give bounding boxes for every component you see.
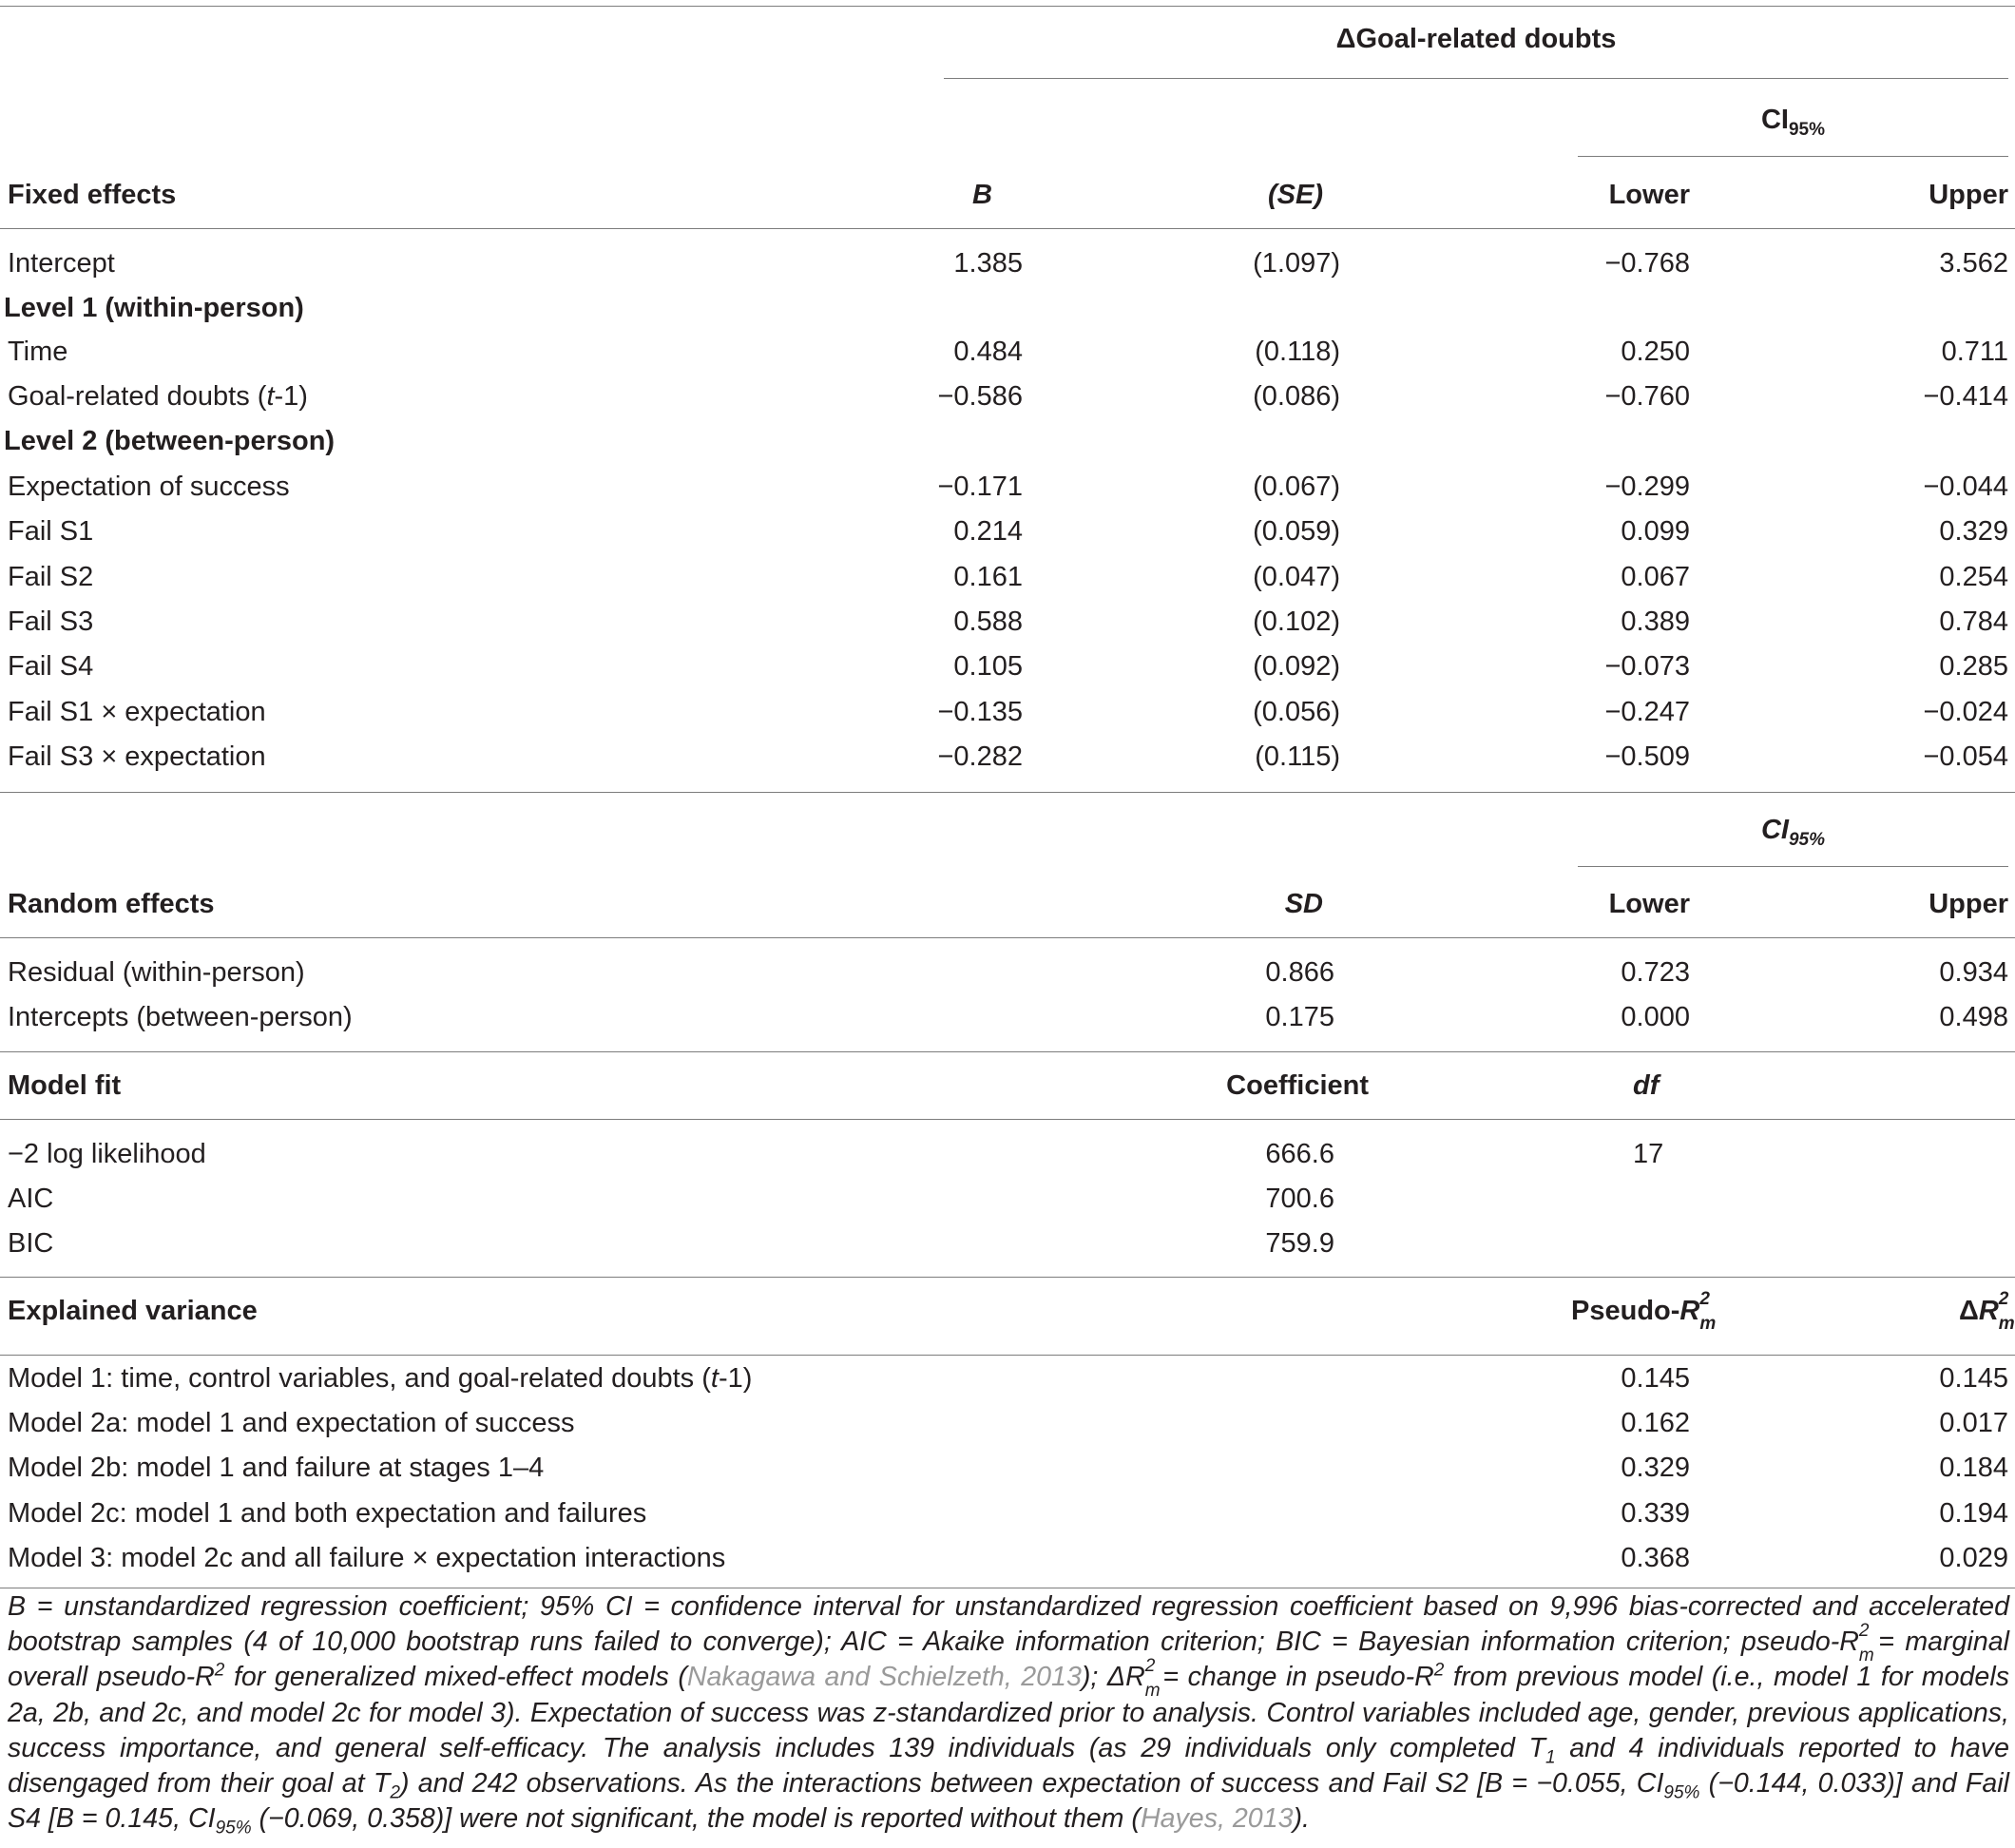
sd-value: 0.866 xyxy=(1265,957,1334,988)
citation-link[interactable]: Hayes, 2013 xyxy=(1140,1803,1294,1835)
pseudo-value: 0.329 xyxy=(1621,1453,1690,1483)
col-lower: Lower xyxy=(1608,889,1690,919)
delta-value: 0.145 xyxy=(1939,1363,2008,1394)
col-sd: SD xyxy=(1284,889,1323,919)
model-fit-heading: Model fit xyxy=(8,1070,122,1101)
random-ci-heading: $CI_{95\%}$ xyxy=(1760,815,1826,850)
se-value: (1.097) xyxy=(1253,248,1340,279)
se-value: (0.092) xyxy=(1253,651,1340,682)
b-value: −0.171 xyxy=(937,472,1023,502)
sd-value: 0.175 xyxy=(1265,1002,1334,1032)
upper-value: 0.711 xyxy=(1941,337,2008,367)
row-label: Goal-related doubts (t-1) xyxy=(8,381,308,412)
random-effects-heading: Random effects xyxy=(8,889,215,919)
upper-value: 0.254 xyxy=(1939,562,2008,592)
dv-label: Goal-related doubts xyxy=(1355,24,1617,54)
fit-header-rule xyxy=(0,1119,2015,1120)
lower-value: −0.247 xyxy=(1604,697,1690,727)
fixed-header-rule xyxy=(0,228,2015,229)
row-label: Model 2b: model 1 and failure at stages 1–4 xyxy=(8,1453,545,1483)
delta-value: 0.194 xyxy=(1939,1498,2008,1529)
random-header-rule xyxy=(0,937,2015,938)
b-value: −0.586 xyxy=(937,381,1023,412)
row-label: Fail S1 xyxy=(8,516,94,547)
b-value: 1.385 xyxy=(953,248,1023,279)
delta-value: 0.184 xyxy=(1939,1453,2008,1483)
se-value: (0.102) xyxy=(1253,606,1340,637)
delta-value: 0.017 xyxy=(1939,1408,2008,1438)
col-pseudo-r2m: Pseudo-R 2 m xyxy=(1571,1289,1717,1334)
dv-heading xyxy=(944,22,2008,56)
fixed-section-end-rule xyxy=(0,792,2015,793)
upper-value: 0.784 xyxy=(1939,606,2008,637)
pseudo-value: 0.368 xyxy=(1621,1543,1690,1573)
row-label: Model 3: model 2c and all failure × expectation interactions xyxy=(8,1543,726,1573)
pseudo-value: 0.145 xyxy=(1621,1363,1690,1394)
fit-section-end-rule xyxy=(0,1277,2015,1278)
lower-value: 0.723 xyxy=(1621,957,1690,988)
lower-value: −0.760 xyxy=(1604,381,1690,412)
lower-value: −0.768 xyxy=(1604,248,1690,279)
lower-value: 0.000 xyxy=(1621,1002,1690,1032)
lower-value: −0.073 xyxy=(1604,651,1690,682)
variance-header-rule xyxy=(0,1355,2015,1356)
ci-heading: $CI_{95\%}$ xyxy=(1760,105,1826,140)
b-value: 0.484 xyxy=(953,337,1023,367)
row-label: Fail S3 × expectation xyxy=(8,741,266,772)
row-label: Intercepts (between-person) xyxy=(8,1002,353,1032)
lower-value: −0.509 xyxy=(1604,741,1690,772)
upper-value: 0.329 xyxy=(1939,516,2008,547)
df-value: 17 xyxy=(1633,1139,1664,1169)
upper-value: 0.285 xyxy=(1939,651,2008,682)
row-label: Fail S4 xyxy=(8,651,94,682)
b-value: 0.588 xyxy=(953,606,1023,637)
row-label: AIC xyxy=(8,1184,54,1214)
lower-value: 0.250 xyxy=(1621,337,1690,367)
citation-link[interactable]: Nakagawa and Schielzeth, 2013 xyxy=(686,1662,1082,1693)
upper-value: −0.044 xyxy=(1923,472,2008,502)
lower-value: −0.299 xyxy=(1604,472,1690,502)
col-coefficient: Coefficient xyxy=(1226,1070,1369,1101)
se-value: (0.056) xyxy=(1253,697,1340,727)
b-value: 0.105 xyxy=(953,651,1023,682)
row-label: Model 2c: model 1 and both expectation and failures xyxy=(8,1498,647,1529)
col-upper: Upper xyxy=(1929,889,2008,919)
upper-value: 0.498 xyxy=(1939,1002,2008,1032)
fixed-effects-heading: Fixed effects xyxy=(8,180,177,210)
row-label: Intercept xyxy=(8,248,115,279)
row-label: Model 2a: model 1 and expectation of success xyxy=(8,1408,575,1438)
col-se: (SE) xyxy=(1268,180,1323,210)
lower-value: 0.067 xyxy=(1621,562,1690,592)
row-label: Fail S3 xyxy=(8,606,94,637)
b-value: 0.161 xyxy=(953,562,1023,592)
col-b: B xyxy=(972,180,992,210)
delta-value: 0.029 xyxy=(1939,1543,2008,1573)
coef-value: 759.9 xyxy=(1265,1228,1334,1259)
random-section-end-rule xyxy=(0,1051,2015,1052)
upper-value: −0.024 xyxy=(1923,697,2008,727)
random-ci-underline xyxy=(1578,866,2008,867)
se-value: (0.118) xyxy=(1255,337,1340,367)
row-label: Time xyxy=(8,337,68,367)
lower-value: 0.099 xyxy=(1621,516,1690,547)
row-label: Model 1: time, control variables, and goal-related doubts (t-1) xyxy=(8,1363,753,1394)
se-value: (0.086) xyxy=(1253,381,1340,412)
pseudo-value: 0.339 xyxy=(1621,1498,1690,1529)
col-upper: Upper xyxy=(1929,180,2008,210)
b-value: −0.282 xyxy=(937,741,1023,772)
row-label: BIC xyxy=(8,1228,54,1259)
upper-value: 3.562 xyxy=(1939,248,2008,279)
col-lower: Lower xyxy=(1608,180,1690,210)
upper-value: −0.414 xyxy=(1923,381,2008,412)
row-label: Residual (within-person) xyxy=(8,957,305,988)
se-value: (0.059) xyxy=(1253,516,1340,547)
coef-value: 700.6 xyxy=(1265,1184,1334,1214)
b-value: −0.135 xyxy=(937,697,1023,727)
table-footnote: B = unstandardized regression coefficient; 95% CI = confidence interval for unstandardized regression coefficient based on 9,996 bias-corrected and accelerated bootstrap samples (4 of 10,000 bootstrap runs failed to converge); AIC = Akaike information criterion; BIC = Bayesian information criterion; pseudo-R 2 m = marginal overall pseudo-$R^2$ for generalized mixed-effect models (Nakagawa and Schielzeth, 2013); ΔR 2 m = change in pseudo-$R^2$ from previous model (i.e., model 1 for models 2a, 2b, and 2c, and model 2c for model 3). Expectation of success was z-standardized prior to analysis. Control variables included age, gender, previous applications, success importance, and general self-efficacy. The analysis includes 139 individuals (as 29 individuals only completed $T_1$ and 4 individuals reported to have disengaged from their goal at $T_2$) and 242 observations. As the interactions between expectation of success and Fail S2 [B = −0.055, $CI_{95\%}$ (−0.144, 0.033)] and Fail S4 [B = 0.145, $CI_{95\%}$ (−0.069, 0.358)] were not significant, the model is reported without them (Hayes, 2013). xyxy=(8,1591,2009,1838)
se-value: (0.115) xyxy=(1255,741,1340,772)
level2-heading: Level 2 (between-person) xyxy=(4,426,336,456)
coef-value: 666.6 xyxy=(1265,1139,1334,1169)
level1-heading: Level 1 (within-person) xyxy=(4,293,304,323)
dv-underline xyxy=(944,78,2008,79)
explained-variance-heading: Explained variance xyxy=(8,1296,258,1326)
b-value: 0.214 xyxy=(953,516,1023,547)
top-rule xyxy=(0,6,2015,7)
col-delta-r2m: ΔR 2 m xyxy=(1959,1289,2015,1334)
se-value: (0.047) xyxy=(1253,562,1340,592)
row-label: Expectation of success xyxy=(8,472,290,502)
se-value: (0.067) xyxy=(1253,472,1340,502)
row-label: Fail S2 xyxy=(8,562,94,592)
pseudo-value: 0.162 xyxy=(1621,1408,1690,1438)
lower-value: 0.389 xyxy=(1621,606,1690,637)
upper-value: 0.934 xyxy=(1939,957,2008,988)
row-label: Fail S1 × expectation xyxy=(8,697,266,727)
delta-symbol: Δ xyxy=(1335,24,1356,54)
upper-value: −0.054 xyxy=(1923,741,2008,772)
ci-underline xyxy=(1578,156,2008,157)
row-label: −2 log likelihood xyxy=(8,1139,206,1169)
col-df: df xyxy=(1633,1070,1660,1101)
